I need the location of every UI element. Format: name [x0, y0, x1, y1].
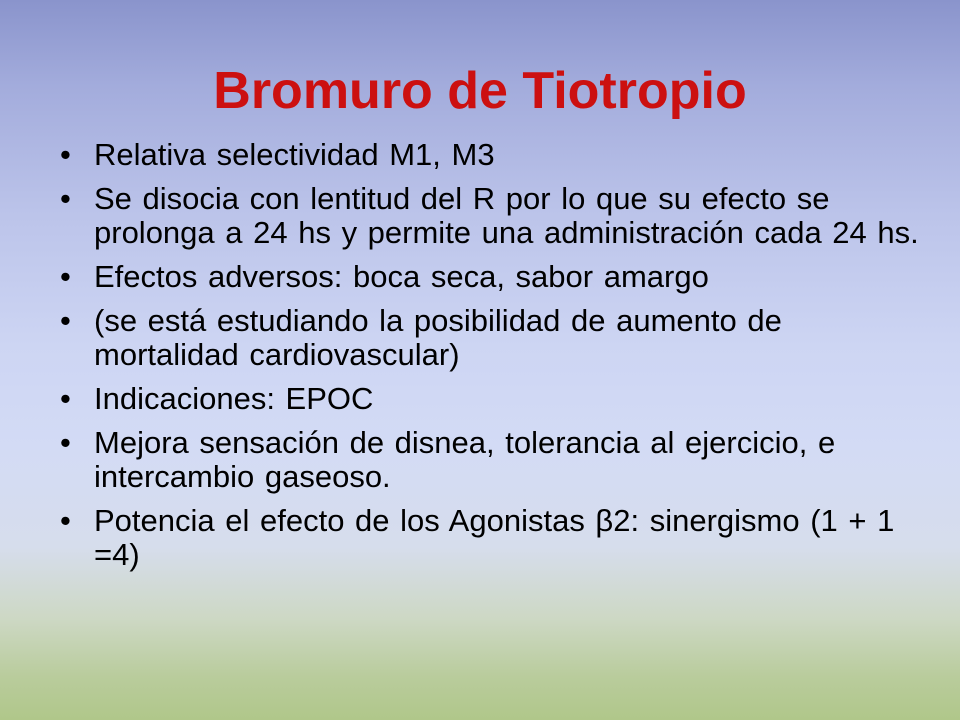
bullet-point-icon: •: [60, 503, 71, 538]
bullet-item: [60, 260, 920, 294]
bullet-list: [60, 138, 920, 582]
bullet-item: [60, 304, 920, 372]
bullet-item: [60, 138, 920, 172]
bullet-text: Efectos adversos: boca seca, sabor amargo: [94, 259, 709, 294]
slide-title: Bromuro de Tiotropio: [213, 62, 747, 120]
bullet-point-icon: •: [60, 181, 71, 216]
bullet-text: Se disocia con lentitud del R por lo que su efecto se prolonga a 24 hs y permite una administración cada 24 hs.: [94, 181, 919, 250]
bullet-text: Mejora sensación de disnea, tolerancia al ejercicio, e intercambio gaseoso.: [94, 425, 836, 494]
bullet-point-icon: •: [60, 259, 71, 294]
bullet-text: Indicaciones: EPOC: [94, 381, 374, 416]
bullet-text: (se está estudiando la posibilidad de aumento de mortalidad cardiovascular): [94, 303, 782, 372]
bullet-text: Relativa selectividad M1, M3: [94, 137, 495, 172]
bullet-item: [60, 426, 920, 494]
bullet-text: Potencia el efecto de los Agonistas β2: sinergismo (1 + 1 =4): [94, 503, 895, 572]
bullet-point-icon: •: [60, 381, 71, 416]
bullet-point-icon: •: [60, 425, 71, 460]
bullet-item: [60, 504, 920, 572]
bullet-item: [60, 382, 920, 416]
bullet-item: [60, 182, 920, 250]
bullet-point-icon: •: [60, 137, 71, 172]
bullet-point-icon: •: [60, 303, 71, 338]
